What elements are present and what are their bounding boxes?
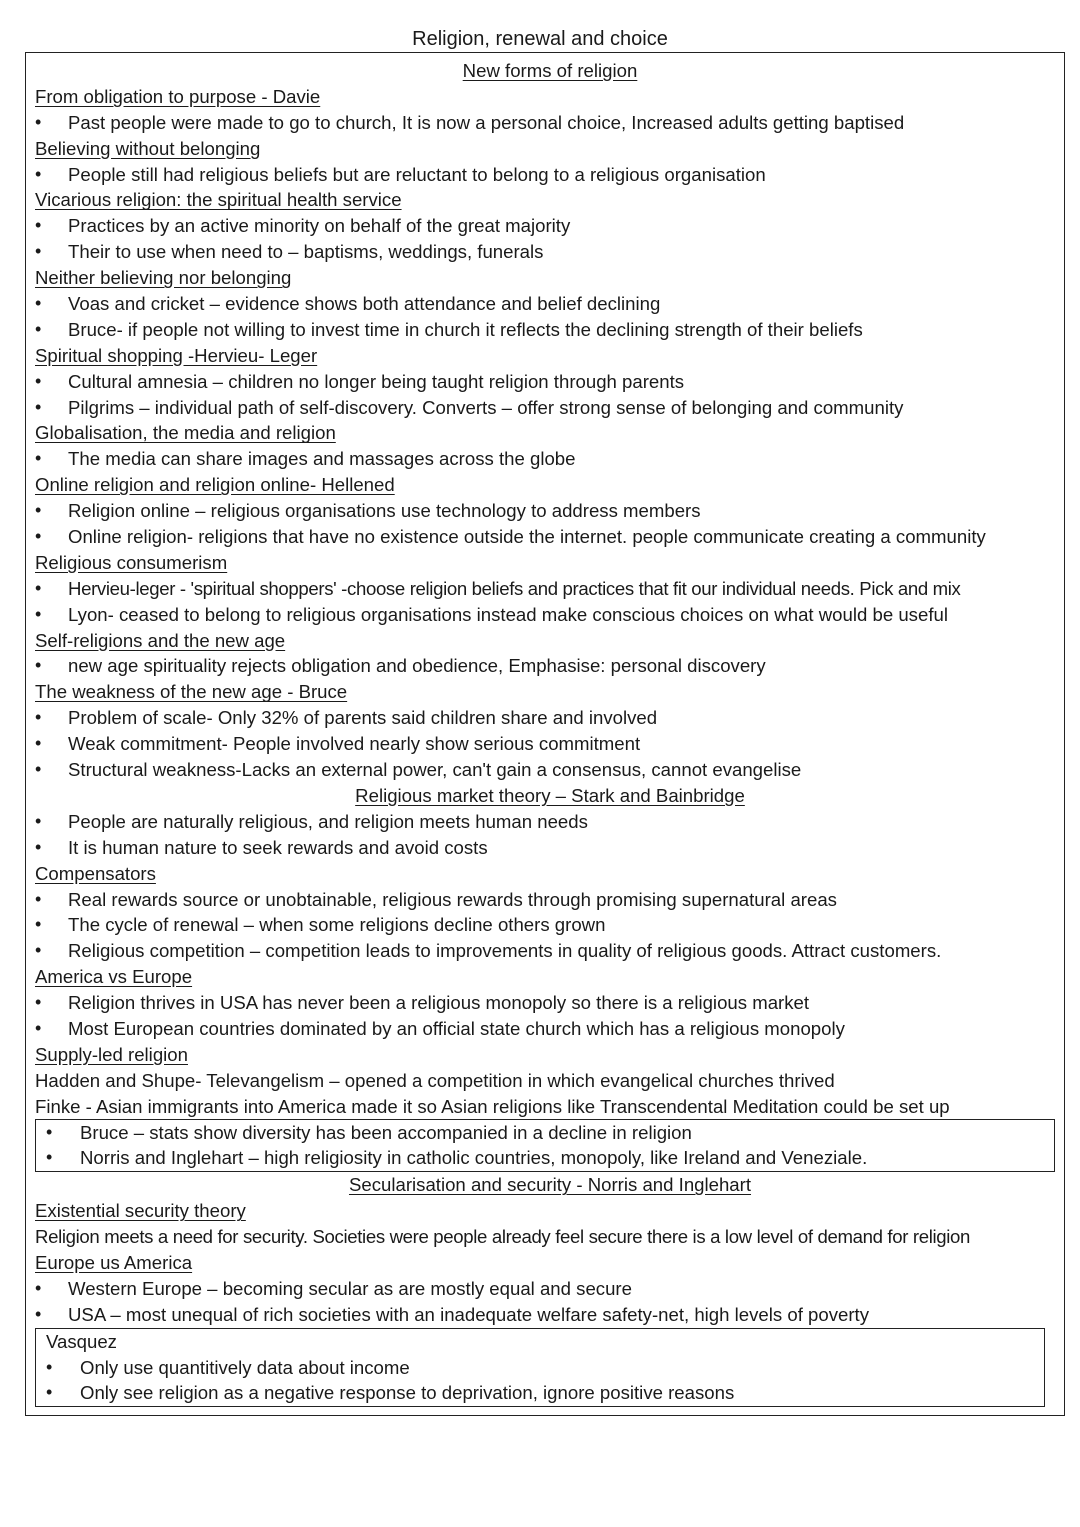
bullet-item: • Bruce- if people not willing to invest time in church it reflects the declining strength of their beliefs — [35, 317, 1065, 343]
bullet-item: • new age spirituality rejects obligation and obedience, Emphasise: personal discovery — [35, 653, 1065, 679]
bullet-item: • Structural weakness-Lacks an external power, can't gain a consensus, cannot evangelise — [35, 757, 1065, 783]
section-heading: Spiritual shopping -Hervieu- Leger — [35, 344, 318, 366]
section-heading: Supply-led religion — [35, 1043, 188, 1065]
bullet-item: • Bruce – stats show diversity has been accompanied in a decline in religion — [36, 1120, 1054, 1146]
notes-content — [35, 58, 1065, 1407]
bullet-item: • Most European countries dominated by an official state church which has a religious monopoly — [35, 1016, 1065, 1042]
section-heading: Religious consumerism — [35, 551, 228, 573]
bullet-item: • Norris and Inglehart – high religiosity in catholic countries, monopoly, like Ireland and Veneziale. — [36, 1145, 1054, 1171]
bullet-item: • Pilgrims – individual path of self-discovery. Converts – offer strong sense of belonging and community — [35, 395, 1065, 421]
bullet-item: • Hervieu-leger - 'spiritual shoppers' -choose religion beliefs and practices that fit our individual needs. Pick and mix — [35, 576, 1065, 602]
bullet-item: • Practices by an active minority on behalf of the great majority — [35, 213, 1065, 239]
bullet-item: • Western Europe – becoming secular as are mostly equal and secure — [35, 1276, 1065, 1302]
bullet-item: • Cultural amnesia – children no longer being taught religion through parents — [35, 369, 1065, 395]
section-title: New forms of religion — [462, 60, 638, 81]
section-title: Religious market theory – Stark and Bainbridge — [355, 784, 745, 806]
bullet-item: • Online religion- religions that have no existence outside the internet. people communicate creating a community — [35, 524, 1065, 550]
section-heading: Believing without belonging — [35, 137, 261, 159]
section-heading: Europe us America — [35, 1251, 193, 1273]
section-heading: America vs Europe — [35, 966, 193, 988]
section-heading: Globalisation, the media and religion — [35, 422, 336, 444]
text-line: Hadden and Shupe- Televangelism – opened a competition in which evangelical churches thrived — [35, 1069, 835, 1091]
bullet-item: • Weak commitment- People involved nearly show serious commitment — [35, 731, 1065, 757]
bullet-item: • Religious competition – competition leads to improvements in quality of religious goods. Attract customers. — [35, 938, 1065, 964]
bullet-item: • It is human nature to seek rewards and avoid costs — [35, 835, 1065, 861]
bullet-item: • Problem of scale- Only 32% of parents said children share and involved — [35, 705, 1065, 731]
text-line: Finke - Asian immigrants into America made it so Asian religions like Transcendental Meditation could be set up — [35, 1095, 950, 1117]
evaluation-box-market-theory — [35, 1119, 1055, 1173]
notes-section-security — [35, 1172, 1065, 1327]
section-heading: Online religion and religion online- Hellened — [35, 474, 395, 496]
evaluation-box-vasquez — [35, 1328, 1045, 1408]
text-line: Vasquez — [46, 1330, 117, 1352]
section-heading: Neither believing nor belonging — [35, 267, 292, 289]
page-title: Religion, renewal and choice — [412, 28, 668, 50]
bullet-item: • People are naturally religious, and religion meets human needs — [35, 809, 1065, 835]
section-heading: Vicarious religion: the spiritual health service — [35, 189, 402, 211]
section-heading: Existential security theory — [35, 1200, 246, 1222]
bullet-item: • Only see religion as a negative response to deprivation, ignore positive reasons — [36, 1380, 1044, 1406]
bullet-item: • USA – most unequal of rich societies with an inadequate welfare safety-net, high levels of poverty — [35, 1302, 1065, 1328]
section-heading: From obligation to purpose - Davie — [35, 85, 321, 107]
bullet-item: • The media can share images and massages across the globe — [35, 446, 1065, 472]
section-heading: Self-religions and the new age — [35, 629, 286, 651]
bullet-item: • The cycle of renewal – when some religions decline others grown — [35, 912, 1065, 938]
section-heading: The weakness of the new age - Bruce — [35, 681, 348, 703]
bullet-item: • Only use quantitively data about income — [36, 1355, 1044, 1381]
notes-section-main — [35, 58, 1065, 1120]
bullet-item: • Voas and cricket – evidence shows both attendance and belief declining — [35, 291, 1065, 317]
bullet-item: • Past people were made to go to church, It is now a personal choice, Increased adults getting baptised — [35, 110, 1065, 136]
text-line: Religion meets a need for security. Societies were people already feel secure there is a low level of demand for religion — [35, 1226, 971, 1248]
bullet-item: • Lyon- ceased to belong to religious organisations instead make conscious choices on what would be useful — [35, 602, 1065, 628]
bullet-item: • Religion online – religious organisations use technology to address members — [35, 498, 1065, 524]
bullet-item: • People still had religious beliefs but are reluctant to belong to a religious organisation — [35, 162, 1065, 188]
section-heading: Compensators — [35, 862, 156, 884]
section-title: Secularisation and security - Norris and Inglehart — [348, 1174, 752, 1196]
bullet-item: • Their to use when need to – baptisms, weddings, funerals — [35, 239, 1065, 265]
bullet-item: • Religion thrives in USA has never been a religious monopoly so there is a religious market — [35, 990, 1065, 1016]
bullet-item: • Real rewards source or unobtainable, religious rewards through promising supernatural areas — [35, 887, 1065, 913]
